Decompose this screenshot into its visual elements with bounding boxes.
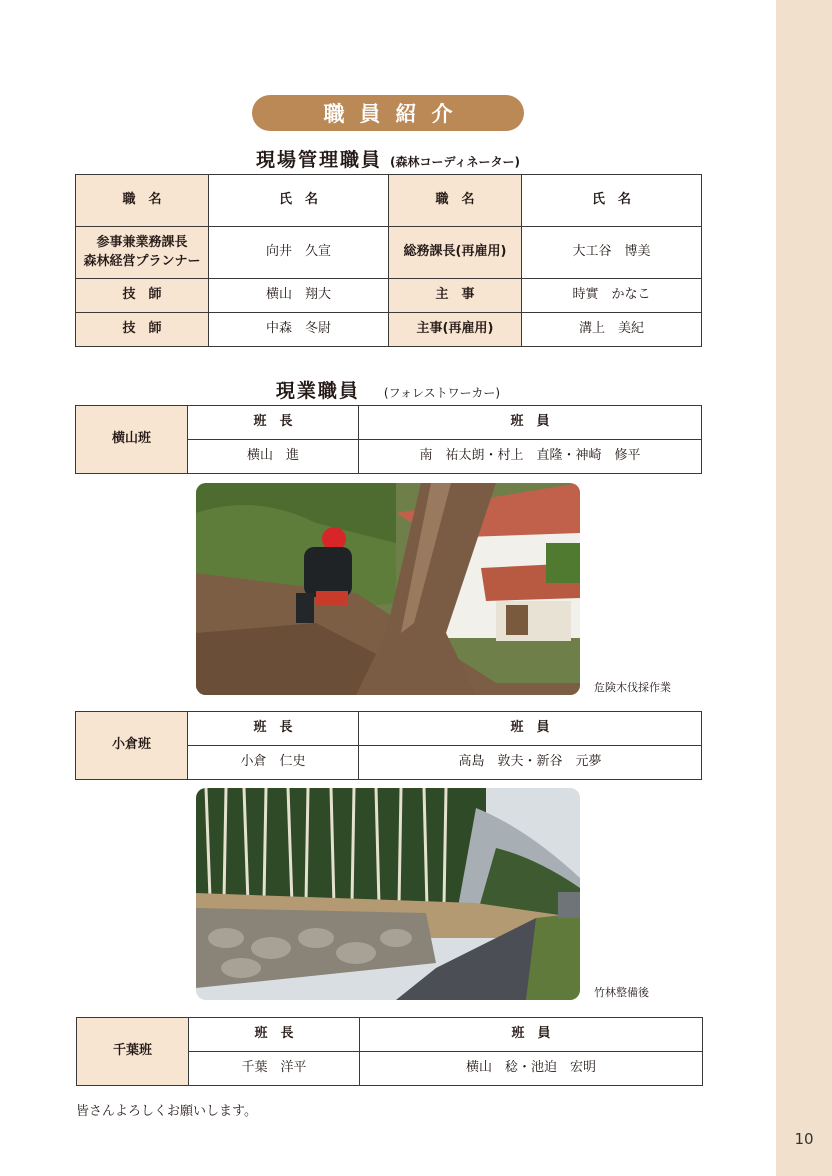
table-header-row [76, 175, 702, 227]
tree-felling-photo [196, 483, 580, 695]
team-members-cell: 高島 敦夫・新谷 元夢 [359, 746, 702, 780]
site-management-subtitle: (森林コーディネーター) [390, 155, 521, 169]
table-row [76, 227, 702, 279]
team-name-cell: 千葉班 [77, 1018, 189, 1086]
tree-felling-illustration [196, 483, 580, 695]
team-name-cell: 小倉班 [76, 712, 188, 780]
member-header: 班 員 [359, 406, 702, 440]
site-management-heading [0, 145, 776, 172]
job-title-line: 参事兼業務課長 [96, 234, 188, 250]
field-staff-heading [0, 376, 776, 403]
leader-header: 班 長 [188, 406, 359, 440]
member-header: 班 員 [360, 1018, 703, 1052]
job-title-cell [76, 227, 209, 279]
photo-caption: 竹林整備後 [594, 986, 649, 999]
team-members-cell: 横山 稔・池迫 宏明 [360, 1052, 703, 1086]
table-row [76, 279, 702, 313]
page-title: 職員紹介 [252, 95, 524, 131]
photo-caption: 危険木伐採作業 [594, 681, 671, 694]
bamboo-grove-illustration [196, 788, 580, 1000]
page-number: 10 [794, 1130, 814, 1148]
staff-name-cell: 中森 冬尉 [209, 313, 389, 347]
bamboo-grove-photo [196, 788, 580, 1000]
job-title-cell: 主 事 [389, 279, 522, 313]
staff-name-cell: 大工谷 博美 [522, 227, 702, 279]
team-leader-cell: 千葉 洋平 [189, 1052, 360, 1086]
team-leader-cell: 小倉 仁史 [188, 746, 359, 780]
job-title-cell: 主事(再雇用) [389, 313, 522, 347]
leader-header: 班 長 [189, 1018, 360, 1052]
field-staff-subtitle: (フォレストワーカー) [383, 386, 501, 400]
leader-header: 班 長 [188, 712, 359, 746]
staff-name-cell: 向井 久宣 [209, 227, 389, 279]
team-table [75, 711, 702, 780]
job-title-cell: 総務課長(再雇用) [389, 227, 522, 279]
column-header-title: 職 名 [76, 175, 209, 227]
team-table [75, 405, 702, 474]
team-table [76, 1017, 703, 1086]
job-title-cell: 技 師 [76, 279, 209, 313]
job-title-cell: 技 師 [76, 313, 209, 347]
column-header-title: 職 名 [389, 175, 522, 227]
side-band [776, 0, 832, 1176]
team-leader-cell: 横山 進 [188, 440, 359, 474]
field-staff-title: 現業職員 [275, 380, 360, 402]
staff-name-cell: 横山 翔大 [209, 279, 389, 313]
job-title-line: 森林経営プランナー [83, 253, 201, 269]
site-management-table [75, 174, 702, 347]
site-management-title: 現場管理職員 [255, 149, 382, 171]
table-row [76, 313, 702, 347]
team-members-cell: 南 祐太朗・村上 直隆・神崎 修平 [359, 440, 702, 474]
team-name-cell: 横山班 [76, 406, 188, 474]
column-header-name: 氏 名 [522, 175, 702, 227]
staff-name-cell: 溝上 美紀 [522, 313, 702, 347]
column-header-name: 氏 名 [209, 175, 389, 227]
member-header: 班 員 [359, 712, 702, 746]
staff-name-cell: 時實 かなこ [522, 279, 702, 313]
closing-message: 皆さんよろしくお願いします。 [76, 1104, 257, 1119]
